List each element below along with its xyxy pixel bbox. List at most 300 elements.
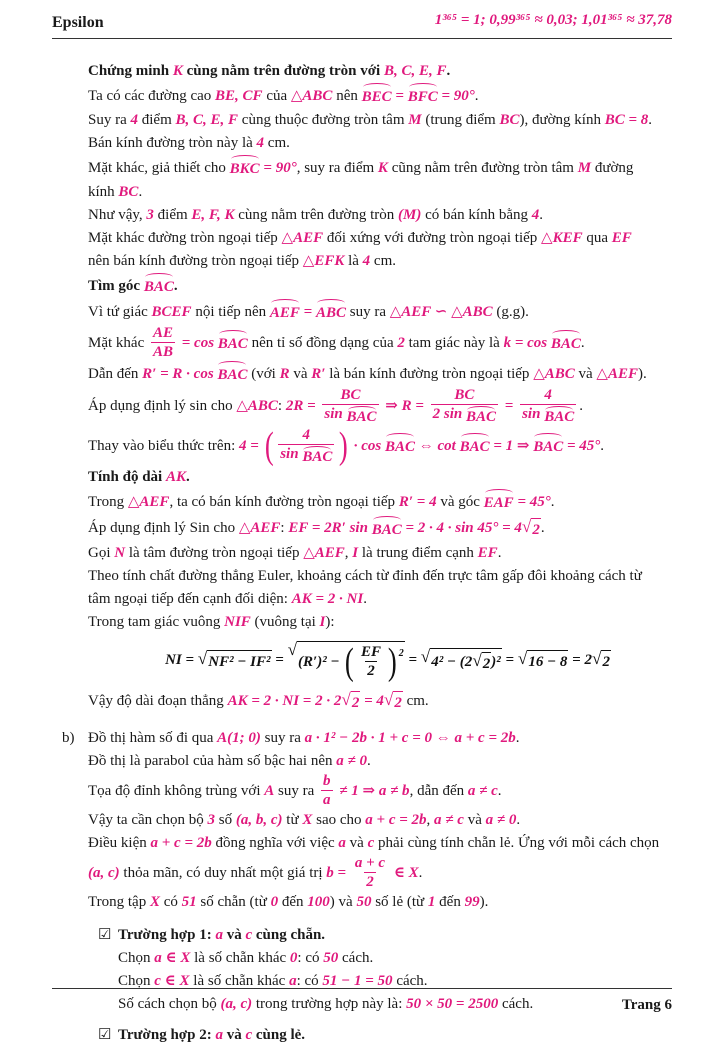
math-expression: c xyxy=(245,1027,253,1043)
math-expression: △AEF xyxy=(127,493,170,510)
text-line xyxy=(88,727,688,750)
radical-sign-icon: √ xyxy=(521,517,532,536)
text-run: nên xyxy=(332,87,362,104)
math-expression: 4 xyxy=(531,207,540,223)
square-root xyxy=(592,647,611,674)
math-expression: AK = 2 · NI = 2 · 2 xyxy=(227,693,342,709)
text-run: . xyxy=(550,493,555,510)
fraction xyxy=(353,855,387,891)
math-expression: 2 xyxy=(367,663,375,679)
text-run: : xyxy=(277,398,286,414)
math-expression: NIF xyxy=(224,614,251,630)
text-run: : có xyxy=(297,950,324,966)
angle-arc: BAC xyxy=(385,433,415,459)
text-line xyxy=(88,611,688,634)
text-run: Điều kiện xyxy=(88,835,151,851)
math-expression: X xyxy=(149,894,160,910)
right-paren: ) xyxy=(339,425,349,467)
math-expression: E, F, K xyxy=(191,207,235,223)
angle-arc: BAC xyxy=(347,406,377,426)
math-expression: 2R = xyxy=(285,398,320,414)
math-expression: c ∈ X xyxy=(154,973,190,989)
text-run: cách. xyxy=(392,973,428,989)
math-expression: I xyxy=(319,614,326,630)
math-expression: ⇔ cot xyxy=(415,437,460,454)
text-run: Như vậy, xyxy=(88,207,147,223)
math-expression: K xyxy=(377,159,388,176)
fraction-numerator xyxy=(452,387,476,404)
text-run: ), đường kính xyxy=(519,112,605,128)
math-expression: 3 xyxy=(207,812,216,828)
math-expression: a + c xyxy=(354,855,386,871)
part-b-label: b) xyxy=(62,730,75,746)
math-expression: 16 − 8 xyxy=(528,653,568,670)
bold-text: . xyxy=(185,469,190,485)
text-line xyxy=(88,466,688,489)
text-line xyxy=(88,325,688,361)
text-run: : có xyxy=(296,973,323,989)
text-run: có bán kính bằng xyxy=(421,207,532,223)
square-root xyxy=(288,638,405,682)
radicand xyxy=(430,648,502,676)
left-paren: ( xyxy=(345,641,355,683)
text-run: . xyxy=(540,520,545,536)
text-run: . xyxy=(600,437,605,454)
math-expression: I xyxy=(352,545,359,561)
text-line xyxy=(118,924,688,947)
bold-text: Tìm góc xyxy=(88,277,144,294)
text-run: , xyxy=(344,545,353,561)
math-expression: (a, c) xyxy=(88,864,120,881)
math-expression: 3 xyxy=(146,207,154,223)
text-run: điểm xyxy=(138,112,176,128)
square-root xyxy=(384,688,403,715)
math-expression: △ABC xyxy=(533,365,575,382)
text-run: và xyxy=(289,365,312,382)
text-line xyxy=(88,638,688,682)
square-root xyxy=(522,515,541,542)
math-expression: 51 − 1 = 50 xyxy=(322,973,393,989)
text-run: Mặt khác xyxy=(88,334,148,351)
text-line xyxy=(88,60,688,83)
radical-sign-icon: √ xyxy=(472,650,482,670)
radical-sign-icon: √ xyxy=(197,648,208,668)
math-expression: 100 xyxy=(307,894,330,910)
math-expression: AK = 2 · NI xyxy=(291,591,364,607)
text-run: phải cùng tính chẵn lẻ. Ứng với mỗi cách chọn xyxy=(374,835,660,851)
math-expression: BE, CF xyxy=(215,87,263,104)
text-run: Trong xyxy=(88,493,128,510)
math-expression: a ≠ 0 xyxy=(485,812,517,828)
radical-sign-icon: √ xyxy=(517,648,528,668)
text-run: . xyxy=(539,207,543,223)
text-line xyxy=(88,299,688,325)
text-line xyxy=(118,947,688,970)
fraction xyxy=(520,387,576,426)
math-expression: 50 xyxy=(356,894,372,910)
math-expression: M xyxy=(408,112,422,128)
math-expression: b = xyxy=(326,864,350,881)
text-run: suy ra xyxy=(274,782,319,799)
math-expression: A(1; 0) xyxy=(217,730,261,746)
square-root xyxy=(341,688,360,715)
header-formula: 1³⁶⁵ = 1; 0,99³⁶⁵ ≈ 0,03; 1,01³⁶⁵ ≈ 37,78 xyxy=(434,12,672,28)
text-run: nên bán kính đường tròn ngoại tiếp xyxy=(88,253,303,269)
text-run: kính xyxy=(88,184,119,200)
math-expression: △EFK xyxy=(302,253,345,269)
math-expression: sin xyxy=(280,445,303,462)
text-run: . xyxy=(497,782,502,799)
math-expression: a ∈ X xyxy=(154,950,191,966)
radicand xyxy=(393,691,403,715)
math-expression: a xyxy=(215,927,223,943)
bold-text: Chứng minh xyxy=(88,63,173,79)
fraction-denominator xyxy=(520,404,576,426)
math-expression: 0 xyxy=(270,894,279,910)
math-expression: 1 xyxy=(427,894,436,910)
text-run: đối xứng với đường tròn ngoại tiếp xyxy=(323,230,542,246)
text-run: , ta có bán kính đường tròn ngoại tiếp xyxy=(169,493,399,510)
angle-arc: BAC xyxy=(544,406,574,426)
math-expression: k = cos xyxy=(503,334,551,351)
text-line xyxy=(88,855,688,891)
text-line xyxy=(88,273,688,299)
radicand xyxy=(207,650,271,674)
text-run: cùng nằm trên đường tròn xyxy=(234,207,399,223)
case-1-lines xyxy=(118,924,688,1016)
math-expression: M xyxy=(577,159,592,176)
radical-sign-icon: √ xyxy=(287,640,298,659)
text-run: . xyxy=(418,864,423,881)
text-run: Đồ thị là parabol của hàm số bậc hai nên xyxy=(88,753,337,769)
math-expression: a xyxy=(215,1027,223,1043)
math-expression: EF xyxy=(361,644,382,660)
text-run: Thay vào biểu thức trên: xyxy=(88,437,239,454)
text-run: Chọn xyxy=(118,950,155,966)
angle-arc: BEC xyxy=(362,83,392,109)
angle-arc: BAC xyxy=(551,330,581,356)
math-expression: ⇒ R = xyxy=(381,398,428,414)
math-expression: ≠ 1 ⇒ a ≠ b xyxy=(335,782,410,799)
text-line xyxy=(88,588,688,611)
fraction xyxy=(431,387,498,426)
left-paren: ( xyxy=(264,425,274,467)
math-expression: 2 sin xyxy=(432,406,466,422)
radicand xyxy=(482,652,492,676)
text-run: Đồ thị hàm số đi qua xyxy=(88,730,218,746)
text-run: Vậy độ dài đoạn thẳng xyxy=(88,693,228,709)
angle-arc: BAC xyxy=(460,433,490,459)
text-run: đến xyxy=(278,894,308,910)
text-run: cách. xyxy=(338,950,374,966)
square-root xyxy=(421,645,502,676)
math-expression: 50 × 50 = 2500 xyxy=(406,996,499,1012)
math-expression: △KEF xyxy=(541,230,583,246)
fraction-numerator xyxy=(151,325,175,342)
math-expression: = 45° xyxy=(513,493,551,510)
text-run: tam giác này là xyxy=(404,334,504,351)
text-run: trong trường hợp này là: xyxy=(252,996,407,1012)
fraction-numerator xyxy=(353,855,387,872)
text-run: nội tiếp nên xyxy=(191,303,270,320)
radical-sign-icon: √ xyxy=(383,690,394,709)
angle-arc: BFC xyxy=(408,83,438,109)
text-run: Trong tập xyxy=(88,894,150,910)
math-expression: △AEF ∽ △ABC xyxy=(389,303,493,320)
math-expression: = 2 xyxy=(568,651,592,668)
math-expression: 4 xyxy=(130,112,138,128)
math-expression: 4 xyxy=(362,253,371,269)
fraction-denominator xyxy=(278,444,334,466)
math-expression: sin xyxy=(522,406,545,422)
text-line xyxy=(88,515,688,542)
text-run: . xyxy=(648,112,653,128)
text-line xyxy=(118,1024,688,1047)
text-line xyxy=(118,970,688,993)
math-expression: = 45° xyxy=(563,437,601,454)
checkbox-checked-icon: ☑ xyxy=(98,1027,112,1043)
part-b-solution xyxy=(62,727,688,914)
text-run: (với xyxy=(247,365,280,382)
text-run: Ta có các đường cao xyxy=(88,87,216,104)
math-expression: 2 xyxy=(482,655,491,672)
math-expression: R′ xyxy=(311,365,326,382)
text-run: Áp dụng định lý Sin cho xyxy=(88,520,239,536)
text-run: ): xyxy=(325,614,335,630)
angle-arc: BAC xyxy=(218,330,248,356)
math-expression: R xyxy=(279,365,290,382)
math-expression: AK xyxy=(165,469,186,485)
text-run: Gọi xyxy=(88,545,115,561)
math-expression: △AEF xyxy=(238,520,281,536)
fraction xyxy=(321,773,333,809)
text-run: . xyxy=(366,753,371,769)
text-line xyxy=(88,832,688,855)
radical-sign-icon: √ xyxy=(341,690,351,709)
math-expression: △AEF xyxy=(303,545,345,561)
text-run: đường xyxy=(591,159,634,176)
math-expression: = 1 ⇒ xyxy=(489,437,534,454)
radical-sign-icon: √ xyxy=(591,648,602,668)
footer-divider xyxy=(52,988,672,989)
text-run: , xyxy=(426,812,435,828)
text-run: (trung điểm xyxy=(421,112,500,128)
fraction-denominator xyxy=(151,342,175,361)
text-run: Theo tính chất đường thẳng Euler, khoảng cách từ đỉnh đến trực tâm gấp đôi khoảng cách từ xyxy=(88,568,642,584)
text-run: ). xyxy=(479,894,489,910)
math-expression: = xyxy=(404,651,421,668)
fraction-numerator xyxy=(301,427,313,444)
fraction-numerator xyxy=(338,387,362,404)
bold-text: và xyxy=(222,927,246,943)
parenthesized-group xyxy=(343,642,398,682)
header-divider xyxy=(52,38,672,39)
angle-arc: BAC xyxy=(533,433,563,459)
radicand xyxy=(297,641,405,682)
angle-arc: BAC xyxy=(302,446,332,466)
square-root xyxy=(518,647,569,674)
angle-arc: BKC xyxy=(230,155,260,181)
math-expression: 51 xyxy=(181,894,197,910)
text-run: từ xyxy=(282,812,303,828)
text-run: Mặt khác đường tròn ngoại tiếp xyxy=(88,230,282,246)
math-expression: a + c = 2b xyxy=(150,835,212,851)
math-expression: (a, c) xyxy=(220,996,253,1012)
text-line xyxy=(88,773,688,809)
part-a-solution xyxy=(88,60,688,715)
text-run: cách. xyxy=(498,996,534,1012)
angle-arc: AEF xyxy=(270,299,300,325)
page-content xyxy=(62,60,688,1047)
parenthesized-group xyxy=(263,426,350,466)
text-run: số chẵn (từ xyxy=(196,894,271,910)
bold-text: cùng lẻ. xyxy=(252,1027,306,1043)
radicand xyxy=(527,650,568,674)
text-run: là số chẵn khác xyxy=(189,973,290,989)
fraction xyxy=(151,325,175,361)
fraction xyxy=(322,387,378,426)
math-expression: N xyxy=(114,545,126,561)
bold-text: . xyxy=(446,63,451,79)
text-line xyxy=(88,565,688,588)
text-run: , suy ra điểm xyxy=(296,159,378,176)
math-expression: c xyxy=(367,835,375,851)
text-run: : xyxy=(280,520,289,536)
text-run: suy ra xyxy=(345,303,390,320)
math-expression: (M) xyxy=(398,207,422,223)
checkbox-checked-icon: ☑ xyxy=(98,927,112,943)
bold-text: cùng nằm trên đường tròn với xyxy=(182,63,384,79)
math-expression: EF = 2R′ sin xyxy=(288,520,372,536)
math-expression: 50 xyxy=(323,950,339,966)
text-run: cm. xyxy=(370,253,396,269)
math-expression: NF² − IF² xyxy=(208,653,271,670)
text-run: đồng nghĩa với việc xyxy=(211,835,339,851)
fraction xyxy=(278,427,334,466)
text-run: Chọn xyxy=(118,973,155,989)
text-run: . xyxy=(515,730,520,746)
fraction-numerator xyxy=(321,773,333,790)
math-expression: a xyxy=(338,835,346,851)
math-expression: = 90° xyxy=(259,159,297,176)
text-run: . xyxy=(363,591,367,607)
math-expression: R′ = 4 xyxy=(398,493,437,510)
text-run: Trong tam giác vuông xyxy=(88,614,225,630)
math-expression: 2 xyxy=(397,334,405,351)
math-expression: BCEF xyxy=(151,303,192,320)
math-expression: (a, b, c) xyxy=(235,812,283,828)
math-expression: BC = 8 xyxy=(604,112,649,128)
text-run: là số chẵn khác xyxy=(190,950,290,966)
math-expression: 4 xyxy=(256,135,265,151)
math-expression: 4 = xyxy=(239,437,263,454)
text-run: Số cách chọn bộ xyxy=(118,996,221,1012)
math-expression: B, C, E, F xyxy=(175,112,239,128)
text-line xyxy=(88,109,688,132)
text-line xyxy=(88,809,688,832)
math-expression: △AEF xyxy=(281,230,324,246)
text-run: suy ra xyxy=(260,730,305,746)
text-run: số lẻ (từ xyxy=(371,894,428,910)
fraction-denominator xyxy=(431,404,498,426)
text-run: Áp dụng định lý sin cho xyxy=(88,398,237,414)
math-expression: EF xyxy=(611,230,632,246)
math-expression: BC xyxy=(499,112,520,128)
radicand xyxy=(601,650,611,674)
text-run: tâm ngoại tiếp đến cạnh đối diện: xyxy=(88,591,292,607)
math-expression: AE xyxy=(152,325,173,341)
text-run: nên tỉ số đồng dạng của xyxy=(247,334,398,351)
math-expression: BC xyxy=(118,184,139,200)
math-expression: 2 xyxy=(602,653,610,670)
text-run: điểm xyxy=(153,207,192,223)
header-title: Epsilon xyxy=(52,14,104,31)
bold-text: . xyxy=(173,277,178,294)
angle-arc: BAC xyxy=(144,273,174,299)
math-expression: )² xyxy=(491,653,501,670)
math-expression: △ABC xyxy=(236,398,278,414)
text-run: . xyxy=(138,184,143,200)
math-expression: = 90° xyxy=(437,87,475,104)
case-1 xyxy=(98,924,688,1016)
text-run: là trung điểm cạnh xyxy=(358,545,478,561)
math-expression: A xyxy=(264,782,275,799)
text-run: Vậy ta cần chọn bộ xyxy=(88,812,208,828)
square-root xyxy=(198,647,272,674)
text-line xyxy=(88,426,688,466)
angle-arc: BAC xyxy=(466,406,496,426)
math-expression: = xyxy=(271,651,288,668)
math-expression: a ≠ 0 xyxy=(336,753,367,769)
math-expression: sin xyxy=(324,406,347,422)
text-run: là tâm đường tròn ngoại tiếp xyxy=(125,545,304,561)
text-line xyxy=(88,181,688,204)
text-line xyxy=(88,132,688,155)
math-expression: △ABC xyxy=(290,87,333,104)
math-expression: = 4 xyxy=(360,693,384,709)
math-expression: 2 xyxy=(366,874,374,890)
math-expression: a + c = 2b xyxy=(365,812,427,828)
math-expression: AB xyxy=(152,344,173,360)
bold-text: Trường hợp 2: xyxy=(118,1027,216,1043)
right-paren: ) xyxy=(387,641,397,683)
text-run: qua xyxy=(582,230,612,246)
text-run: (vuông tại xyxy=(250,614,320,630)
text-line xyxy=(88,227,688,250)
text-run: là bán kính đường tròn ngoại tiếp xyxy=(325,365,534,382)
radicand xyxy=(531,518,541,542)
math-expression: BC xyxy=(340,387,361,403)
math-expression: = xyxy=(501,651,518,668)
angle-arc: BAC xyxy=(372,516,402,542)
text-run: (g.g). xyxy=(492,303,529,320)
text-line xyxy=(88,542,688,565)
text-run: Bán kính đường tròn này là xyxy=(88,135,257,151)
text-line xyxy=(88,489,688,515)
math-expression: 4 xyxy=(302,426,311,443)
square-root xyxy=(472,649,491,676)
math-expression: = xyxy=(299,303,316,320)
math-expression: 2 xyxy=(394,695,402,711)
math-expression: ∈ X xyxy=(390,864,419,881)
angle-arc: BAC xyxy=(217,361,247,387)
text-run: có xyxy=(159,894,182,910)
math-expression: 4 xyxy=(544,387,552,403)
text-run: cùng thuộc đường tròn tâm xyxy=(238,112,409,128)
math-expression: c xyxy=(245,927,253,943)
math-expression: K xyxy=(172,63,183,79)
bold-text: Trường hợp 1: xyxy=(118,927,216,943)
